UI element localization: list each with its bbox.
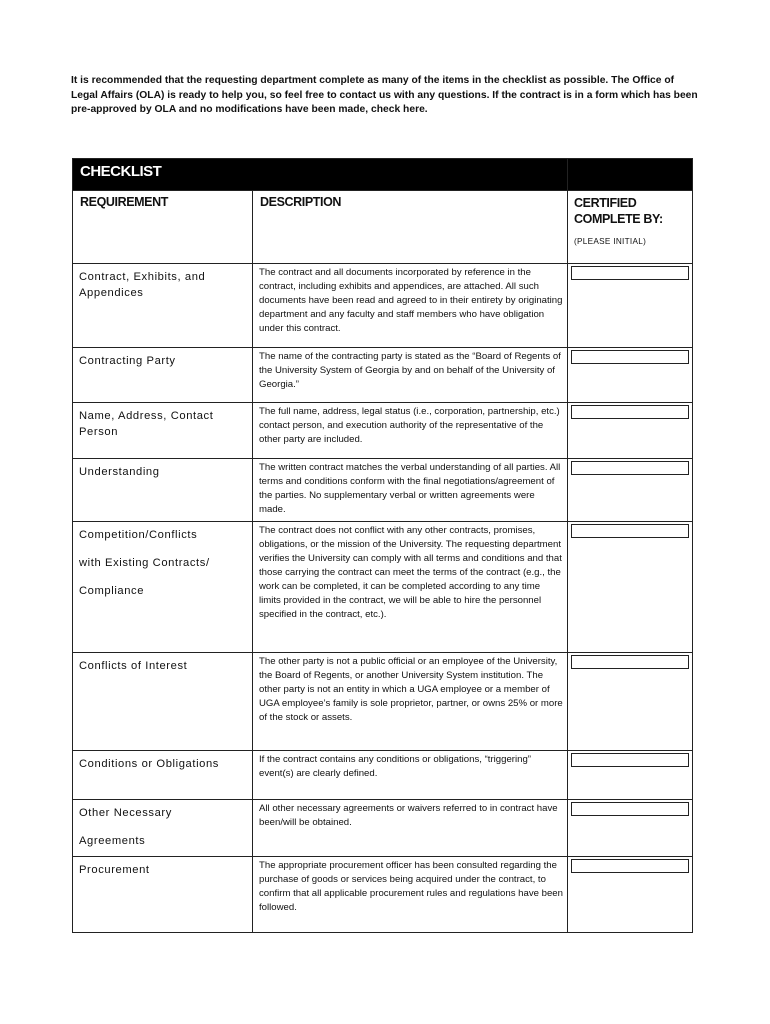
initial-note: (PLEASE INITIAL) bbox=[574, 237, 647, 246]
certified-initial-cell[interactable] bbox=[568, 348, 693, 403]
requirement-cell bbox=[73, 264, 253, 348]
requirement-label bbox=[73, 522, 252, 599]
requirement-line: Understanding bbox=[79, 466, 160, 478]
checklist-banner-right bbox=[568, 159, 693, 191]
requirement-cell bbox=[73, 857, 253, 933]
initial-field[interactable] bbox=[571, 655, 689, 669]
initial-field[interactable] bbox=[571, 802, 689, 816]
description-text: The full name, address, legal status (i.e., corporation, partnership, etc.) contact person, and execution authority of the representative of the other party are included. bbox=[259, 406, 560, 445]
requirement-label bbox=[73, 857, 252, 878]
description-cell bbox=[253, 264, 568, 348]
requirement-line: Compliance bbox=[79, 585, 145, 597]
requirement-cell bbox=[73, 348, 253, 403]
description-text: The written contract matches the verbal understanding of all parties. All terms and conditions conform with the final negotiations/agreement of the parties. No supplementary verbal or written agreements were made. bbox=[259, 462, 561, 515]
requirement-cell bbox=[73, 800, 253, 857]
description-text: The appropriate procurement officer has been consulted regarding the purchase of goods or services being acquired under the contract, to confirm that all applicable procurement rules and regulations have been followed. bbox=[259, 860, 563, 913]
description-text: The other party is not a public official or an employee of the University, the Board of Regents, or another University System institution. The other party is not an entity in which a UGA employee or a member of UGA employee’s family is sole proprietor, partner, or owns 25% or more of the stock or assets. bbox=[259, 656, 563, 723]
requirement-cell bbox=[73, 751, 253, 800]
initial-field[interactable] bbox=[571, 753, 689, 767]
checklist-row bbox=[73, 459, 693, 522]
certified-initial-cell[interactable] bbox=[568, 522, 693, 653]
requirement-label bbox=[73, 348, 252, 369]
description-cell bbox=[253, 751, 568, 800]
intro-text: It is recommended that the requesting department complete as many of the items in the checklist as possible. The Office of Legal Affairs (OLA) is ready to help you, so feel free to contact us with any questions. If the contract is in a form which has been pre-approved by OLA and no modifications have been made, check here. bbox=[71, 75, 698, 115]
certified-initial-cell[interactable] bbox=[568, 857, 693, 933]
checklist-row bbox=[73, 857, 693, 933]
requirement-label bbox=[73, 459, 252, 480]
requirement-line: Procurement bbox=[79, 864, 150, 876]
certified-initial-cell[interactable] bbox=[568, 264, 693, 348]
requirement-label bbox=[73, 264, 252, 301]
requirement-label bbox=[73, 751, 252, 772]
initial-field[interactable] bbox=[571, 405, 689, 419]
description-text: All other necessary agreements or waivers referred to in contract have been/will be obtained. bbox=[259, 803, 558, 828]
description-cell bbox=[253, 403, 568, 459]
requirement-line: Name, Address, Contact Person bbox=[79, 410, 214, 438]
checklist-rows bbox=[73, 264, 693, 933]
description-cell bbox=[253, 522, 568, 653]
requirement-line: Agreements bbox=[79, 835, 146, 847]
requirement-label bbox=[73, 653, 252, 674]
checklist-row bbox=[73, 653, 693, 751]
initial-field[interactable] bbox=[571, 859, 689, 873]
certified-header: CERTIFIED COMPLETE BY: bbox=[574, 196, 663, 226]
requirement-header-cell bbox=[73, 191, 253, 264]
certified-initial-cell[interactable] bbox=[568, 653, 693, 751]
description-cell bbox=[253, 348, 568, 403]
description-text: If the contract contains any conditions or obligations, “triggering” event(s) are clearly defined. bbox=[259, 754, 531, 779]
certified-initial-cell[interactable] bbox=[568, 459, 693, 522]
checklist-row bbox=[73, 403, 693, 459]
checklist-row bbox=[73, 522, 693, 653]
checklist-title: CHECKLIST bbox=[80, 163, 162, 180]
checklist-row bbox=[73, 264, 693, 348]
requirement-label bbox=[73, 800, 252, 849]
requirement-line: Competition/Conflicts bbox=[79, 529, 198, 541]
initial-field[interactable] bbox=[571, 350, 689, 364]
requirement-line: Conflicts of Interest bbox=[79, 660, 188, 672]
description-header-cell bbox=[253, 191, 568, 264]
initial-field[interactable] bbox=[571, 266, 689, 280]
intro-instructions bbox=[71, 74, 701, 118]
checklist-banner bbox=[73, 159, 568, 191]
checklist-banner-row bbox=[73, 159, 693, 191]
requirement-label bbox=[73, 403, 252, 440]
certified-initial-cell[interactable] bbox=[568, 403, 693, 459]
requirement-cell bbox=[73, 459, 253, 522]
checklist-row bbox=[73, 800, 693, 857]
description-text: The contract and all documents incorporated by reference in the contract, including exhibits and appendices, are attached. All such documents have been read and agreed to in their entirety by originating department and any faculty and staff members who have obligation under this contract. bbox=[259, 267, 563, 334]
requirement-cell bbox=[73, 653, 253, 751]
description-cell bbox=[253, 653, 568, 751]
description-header: DESCRIPTION bbox=[260, 195, 342, 209]
requirement-cell bbox=[73, 522, 253, 653]
certified-initial-cell[interactable] bbox=[568, 800, 693, 857]
requirement-line: with Existing Contracts/ bbox=[79, 557, 210, 569]
requirement-cell bbox=[73, 403, 253, 459]
description-text: The name of the contracting party is stated as the “Board of Regents of the University System of Georgia by and on behalf of the University of Georgia.” bbox=[259, 351, 561, 390]
initial-field[interactable] bbox=[571, 461, 689, 475]
certified-header-cell bbox=[568, 191, 693, 264]
description-cell bbox=[253, 857, 568, 933]
checklist-row bbox=[73, 348, 693, 403]
header-row bbox=[73, 191, 693, 264]
requirement-line: Contract, Exhibits, and Appendices bbox=[79, 271, 206, 299]
requirement-line: Conditions or Obligations bbox=[79, 758, 219, 770]
initial-field[interactable] bbox=[571, 524, 689, 538]
description-text: The contract does not conflict with any other contracts, promises, obligations, or the mission of the University. The requesting department verifies the University can comply with all terms and conditions and that those carrying the contract can meet the terms of the contract (e.g., the work can be completed, it can be completed according to any time limits provided in the contract, we will be able to hire the personnel specified in the contract, etc.). bbox=[259, 525, 562, 620]
description-cell bbox=[253, 800, 568, 857]
description-cell bbox=[253, 459, 568, 522]
certified-initial-cell[interactable] bbox=[568, 751, 693, 800]
checklist-table bbox=[72, 158, 693, 933]
checklist-row bbox=[73, 751, 693, 800]
requirement-line: Contracting Party bbox=[79, 355, 176, 367]
requirement-line: Other Necessary bbox=[79, 807, 172, 819]
requirement-header: REQUIREMENT bbox=[80, 195, 168, 209]
